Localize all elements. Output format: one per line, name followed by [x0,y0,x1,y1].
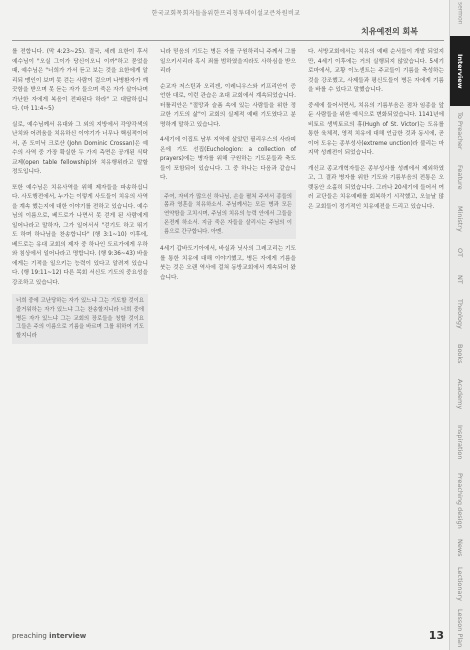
tab-nt[interactable]: NT [456,274,464,284]
paragraph: 또한 예수님은 치유사역을 위해 제자들을 파송하십니다. 사도행전에서, 누가는 이렇게 사도들이 치유의 사역을 계속 했는지에 대한 이야기를 전하고 있습니다. 예수님의 이름으로, 베드로가 나면서 못 걷게 된 사람에게 일어나라고 말하자, 그가 일어서서 "걷기도 하고 뛰기도 하며 하나님을 찬송합니다" (행 3:1~10) 이후에, 베드로는 유대 교회의 제자 중 하나인 도르가에게 우하와 침상에서 일어나라고 명합니다. (행 9:36~43) 바울에게는 기적을 일으키는 능력이 있다고 알려져 있습니다. (행 19:11~12) 다른 목회 서신도 기도의 중요성을 강조하고 있습니다. [12,184,148,286]
paragraph: 4세기에 이집트 남부 지역에 살았던 필리우스의 사라피온에 기도 선집(Euchologion: a collection of prayers)에는 병자를 위해 구원하는 기도문들과 축도들이 포함되어 있습니다. 그 중 하나는 다음과 같습니다. [160,137,296,181]
tab-theology[interactable]: Theology [456,299,464,329]
scripture-quote-box: 너희 중에 고난당하는 자가 있느냐 그는 기도할 것이요 즐거워하는 자가 있느냐 그는 찬송할지니라 너희 중에 병든 자가 있느냐 그는 교회의 장로들을 청할 것이요 그들은 주의 이름으로 기름을 바르며 그를 위하여 기도할지니라 [12,294,148,344]
spine-label: sermon [456,2,464,25]
footer-brand [12,632,86,640]
tab-academy[interactable]: Academy [456,378,464,410]
section-title: 치유예전의 회복 [361,27,418,36]
text-column-1 [12,48,148,350]
tab-preaching-design[interactable]: Preaching design [456,473,464,529]
paragraph: 개신교 종교개혁자들은 종부성사를 성례에서 제외하였고, 그 결과 병자를 위한 기도와 기름부음의 전통은 오랫동안 소홀히 되었습니다. 그러나 20세기에 들어서 여러 교단들은 치유예배를 회복하기 시작했고, 오늘날 많은 교회들이 정기적인 치유예전을 드리고 있습니다. [308,165,444,210]
header-rule [12,40,444,41]
footer-brand-bold: interview [49,632,87,640]
tab-interview[interactable]: Interview [450,36,470,106]
paragraph: 4세기 갑바도기아에서, 바실과 닛사의 그레고리는 기도를 통한 치유에 대해 이야기했고, 병든 자에게 기름을 붓는 것은 오랜 역사에 걸쳐 동방교회에서 계속되어 왔습니다. [160,246,296,281]
tab-lectionary[interactable]: Lectionary [456,566,464,602]
section-tab-sidebar [449,0,470,650]
paragraph: 다. 서방교회에서는 치유의 예배 순서들이 개발 되었지만, 4세기 이후에는 거의 실행되지 않았습니다. 5세기 로마에서, 교황 이노센트는 주교들이 기름을 축성하는 것을 강조했고, 사제들과 평신도들이 병든 자에게 기름을 바를 수 있다고 말했습니다. [308,49,444,93]
tab-news[interactable]: News [456,539,464,557]
text-column-2 [160,48,296,289]
paragraph: 순교자 저스틴과 오리겐, 이레니우스와 키프리안이 증언한 대로, 이런 관습은 초대 교회에서 계속되었습니다. 터툴리안은 "절망과 슬픔 속에 있는 사람들을 위한 정교한 기도의 삶"이 교회의 실제적 예배 기도였다고 분명하게 말하고 있습니다. [160,83,296,128]
tab-inspiration[interactable]: Inspiration [456,424,464,460]
tab-to-preacher[interactable]: To Preacher [456,112,464,150]
page-number: 13 [428,629,444,642]
tab-lesson-plan[interactable]: Lesson Plan [456,608,464,648]
prayer-quote-box: 주여, 자비가 많으신 하나님, 손을 펼쳐 주셔서 종들의 몸과 영혼을 치유하소서. 주님께서는 모든 병과 모든 연약함을 고치시며, 주님의 치유의 능력 안에서 그들을 온전케 하소서. 지금 죽은 자들을 살리시는 주님의 이름으로 간구합니다. 아멘. [160,190,296,240]
paragraph: 를 전합니다. (막 4:23~25). 결국, 세례 요한이 후서 예수님이 "오실 그이가 당신이오니 이까"하고 묻었을 때, 예수님은 "너희가 가서 듣고 보는 것을 요한에게 알리되 맹인이 보며 못 걷는 사람이 걸으며 나병환자가 깨끗함을 받으며 못 듣는 자가 들으며 죽은 자가 살아나며 가난한 자에게 복음이 전파된다 하라" 고 대답하십니다. (마 11:4~5) [12,49,148,112]
paragraph: 니라 믿음의 기도는 병든 자를 구원하리니 주께서 그를 일으키시리라 혹시 죄를 범하였을지라도 사하심을 받으리라 [160,49,296,74]
footer-brand-light: preaching [12,632,47,640]
tab-books[interactable]: Books [456,344,464,364]
tab-feature[interactable]: Feature [456,164,464,190]
tab-ministry[interactable]: Ministry [456,206,464,232]
text-column-3 [308,48,444,218]
tab-ot[interactable]: OT [456,248,464,258]
paragraph: 중세에 들어서면서, 치유의 기름부음은 점차 임종을 앞둔 사람들을 위한 예식으로 변화되었습니다. 1141년에 비토르 생빅토르의 휴(Hugh of St. Victor)는 도유를 통한 육체적, 영적 치유에 대해 언급한 것과 동시에, 곧 이어 도유는 종부성사(extreme unction)라 불리는 마지막 성례전이 되었습니다. [308,102,444,156]
paragraph: 실로, 예수님께서 유대와 그 외의 지방에서 각양각색의 난치와 어려움을 치유하신 이야기가 너무나 핵심적이어서, 존 도미닉 크로산 (John Dominic Crossan)은 예수의 사역 중 가장 확실한 두 가지 측면은 공개된 식탁교제(open table fellowship)와 치유행위라고 말할 정도입니다. [12,121,148,175]
journal-header: 한국교회목회자들을위한프리칭투데이설교큰차원비교 [151,10,301,17]
